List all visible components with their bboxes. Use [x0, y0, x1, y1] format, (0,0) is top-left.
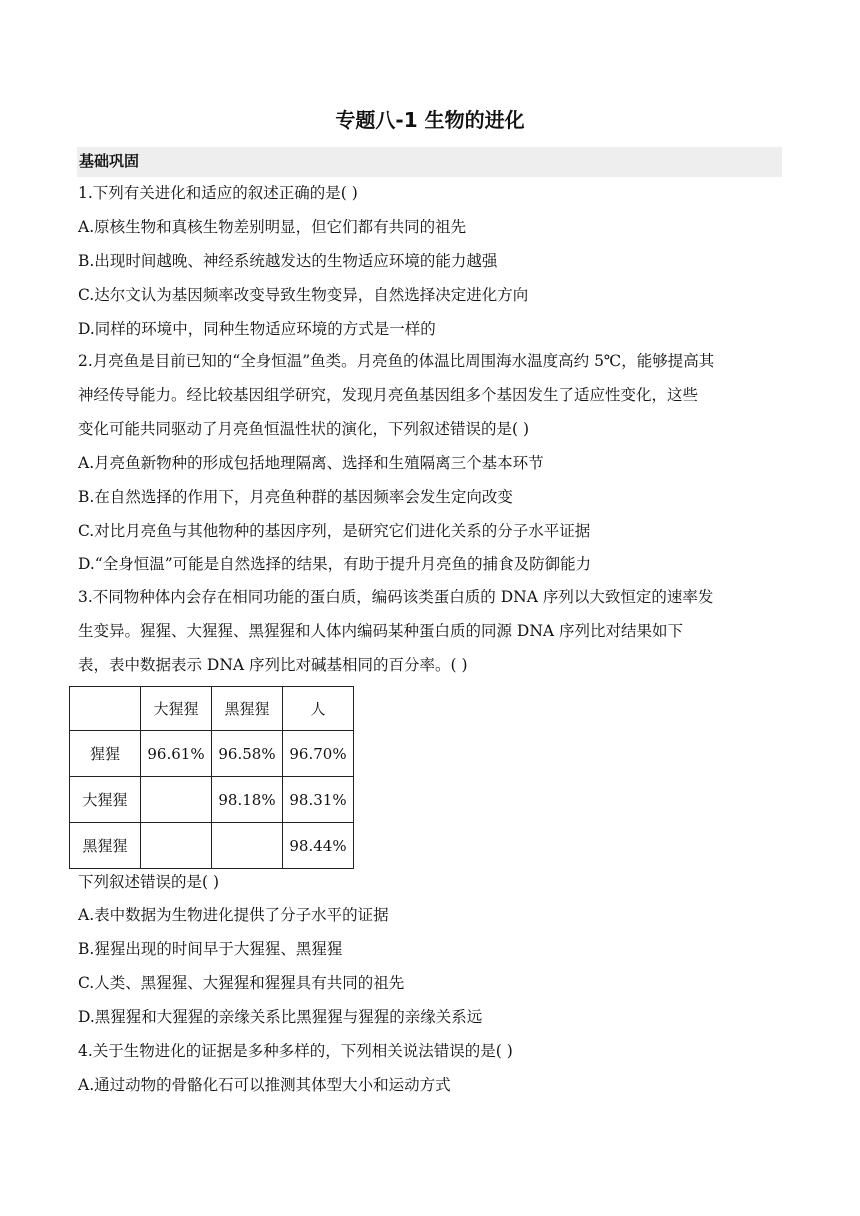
q2-option-c: C.对比月亮鱼与其他物种的基因序列，是研究它们进化关系的分子水平证据: [78, 522, 591, 540]
question-1: 1.下列有关进化和适应的叙述正确的是( ): [78, 184, 358, 202]
table-row: [70, 777, 354, 823]
table-row-label: 黑猩猩: [70, 823, 141, 869]
q1-option-b: B.出现时间越晚、神经系统越发达的生物适应环境的能力越强: [78, 252, 498, 270]
table-header-cell: [70, 687, 141, 731]
question-3-line-1: 3.不同物种体内会存在相同功能的蛋白质，编码该类蛋白质的 DNA 序列以大致恒定的速率发: [78, 588, 714, 606]
table-cell: 96.70%: [283, 731, 354, 777]
table-header-cell: 人: [283, 687, 354, 731]
section-label: 基础巩固: [79, 152, 140, 170]
table-header-cell: 大猩猩: [141, 687, 212, 731]
q2-option-b: B.在自然选择的作用下，月亮鱼种群的基因频率会发生定向改变: [78, 488, 513, 506]
table-cell: 96.58%: [212, 731, 283, 777]
q1-option-c: C.达尔文认为基因频率改变导致生物变异，自然选择决定进化方向: [78, 286, 529, 304]
table-header-row: [70, 687, 354, 731]
q2-option-d: D.“全身恒温”可能是自然选择的结果，有助于提升月亮鱼的捕食及防御能力: [78, 555, 592, 573]
table-cell: [141, 823, 212, 869]
table-row: [70, 823, 354, 869]
question-3-prompt: 下列叙述错误的是( ): [78, 873, 220, 891]
question-2-line-1: 2.月亮鱼是目前已知的“全身恒温”鱼类。月亮鱼的体温比周围海水温度高约 5℃，能够提高其: [78, 352, 715, 370]
q1-option-d: D.同样的环境中，同种生物适应环境的方式是一样的: [78, 320, 436, 338]
q1-option-a: A.原核生物和真核生物差别明显，但它们都有共同的祖先: [78, 218, 467, 236]
table-row-label: 大猩猩: [70, 777, 141, 823]
table-cell: 96.61%: [141, 731, 212, 777]
table-cell: 98.18%: [212, 777, 283, 823]
q3-option-d: D.黑猩猩和大猩猩的亲缘关系比黑猩猩与猩猩的亲缘关系远: [78, 1008, 483, 1026]
section-header-bar: [77, 147, 782, 177]
page-title: 专题八-1 生物的进化: [335, 108, 525, 132]
table-cell: 98.31%: [283, 777, 354, 823]
table-row-label: 猩猩: [70, 731, 141, 777]
question-3-line-2: 生变异。猩猩、大猩猩、黑猩猩和人体内编码某种蛋白质的同源 DNA 序列比对结果如下: [78, 622, 684, 640]
question-2-line-3: 变化可能共同驱动了月亮鱼恒温性状的演化，下列叙述错误的是( ): [78, 420, 530, 438]
dna-comparison-table: [69, 686, 354, 869]
table-row: [70, 731, 354, 777]
q4-option-a: A.通过动物的骨骼化石可以推测其体型大小和运动方式: [78, 1076, 451, 1094]
q3-option-c: C.人类、黑猩猩、大猩猩和猩猩具有共同的祖先: [78, 974, 405, 992]
table-cell: 98.44%: [283, 823, 354, 869]
table-header-cell: 黑猩猩: [212, 687, 283, 731]
question-3-line-3: 表，表中数据表示 DNA 序列比对碱基相同的百分率。( ): [78, 656, 468, 674]
q3-option-b: B.猩猩出现的时间早于大猩猩、黑猩猩: [78, 940, 343, 958]
q2-option-a: A.月亮鱼新物种的形成包括地理隔离、选择和生殖隔离三个基本环节: [78, 454, 544, 472]
question-2-line-2: 神经传导能力。经比较基因组学研究，发现月亮鱼基因组多个基因发生了适应性变化，这些: [78, 386, 699, 404]
q3-option-a: A.表中数据为生物进化提供了分子水平的证据: [78, 906, 389, 924]
table-cell: [212, 823, 283, 869]
question-4: 4.关于生物进化的证据是多种多样的，下列相关说法错误的是( ): [78, 1042, 513, 1060]
table-cell: [141, 777, 212, 823]
